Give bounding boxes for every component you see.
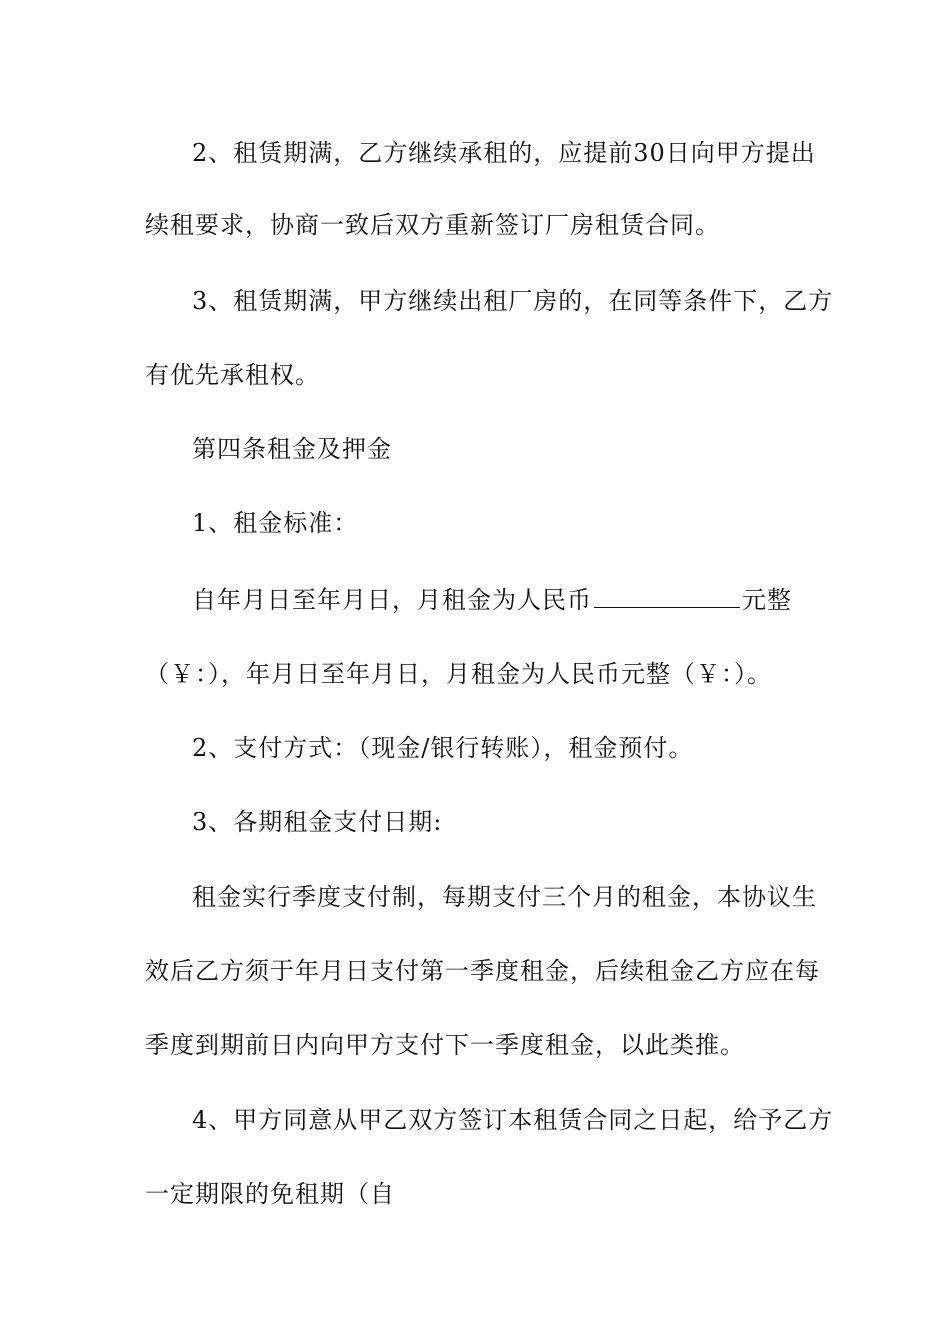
- section-heading: 第四条租金及押金: [192, 435, 392, 463]
- rent-unit: 元整: [742, 586, 792, 614]
- paragraph-line: 3、租赁期满，甲方继续出租厂房的，在同等条件下，乙方: [192, 287, 834, 315]
- paragraph-line: 1、租金标准：: [192, 509, 359, 537]
- paragraph-line: 季度到期前日内向甲方支付下一季度租金，以此类推。: [145, 1031, 745, 1059]
- paragraph-line: 租金实行季度支付制，每期支付三个月的租金，本协议生: [192, 883, 817, 911]
- fill-in-blank: [594, 585, 740, 608]
- paragraph-line: [192, 584, 810, 616]
- paragraph-line: 2、支付方式：（现金/银行转账），租金预付。: [192, 734, 694, 762]
- paragraph-line: 有优先承租权。: [145, 361, 320, 389]
- paragraph-line: 续租要求，协商一致后双方重新签订厂房租赁合同。: [145, 211, 720, 239]
- rent-text: 自年月日至年月日，月租金为人民币: [192, 586, 592, 614]
- paragraph-line: 2、租赁期满，乙方继续承租的，应提前30日向甲方提出: [192, 139, 816, 167]
- paragraph-line: 4、甲方同意从甲乙双方签订本租赁合同之日起，给予乙方: [192, 1106, 834, 1134]
- paragraph-line: 3、各期租金支付日期:: [192, 808, 443, 836]
- paragraph-line: （￥：），年月日至年月日，月租金为人民币元整（￥：）。: [145, 660, 772, 688]
- paragraph-line: 一定期限的免租期（自: [145, 1180, 395, 1208]
- paragraph-line: 效后乙方须于年月日支付第一季度租金，后续租金乙方应在每: [145, 957, 820, 985]
